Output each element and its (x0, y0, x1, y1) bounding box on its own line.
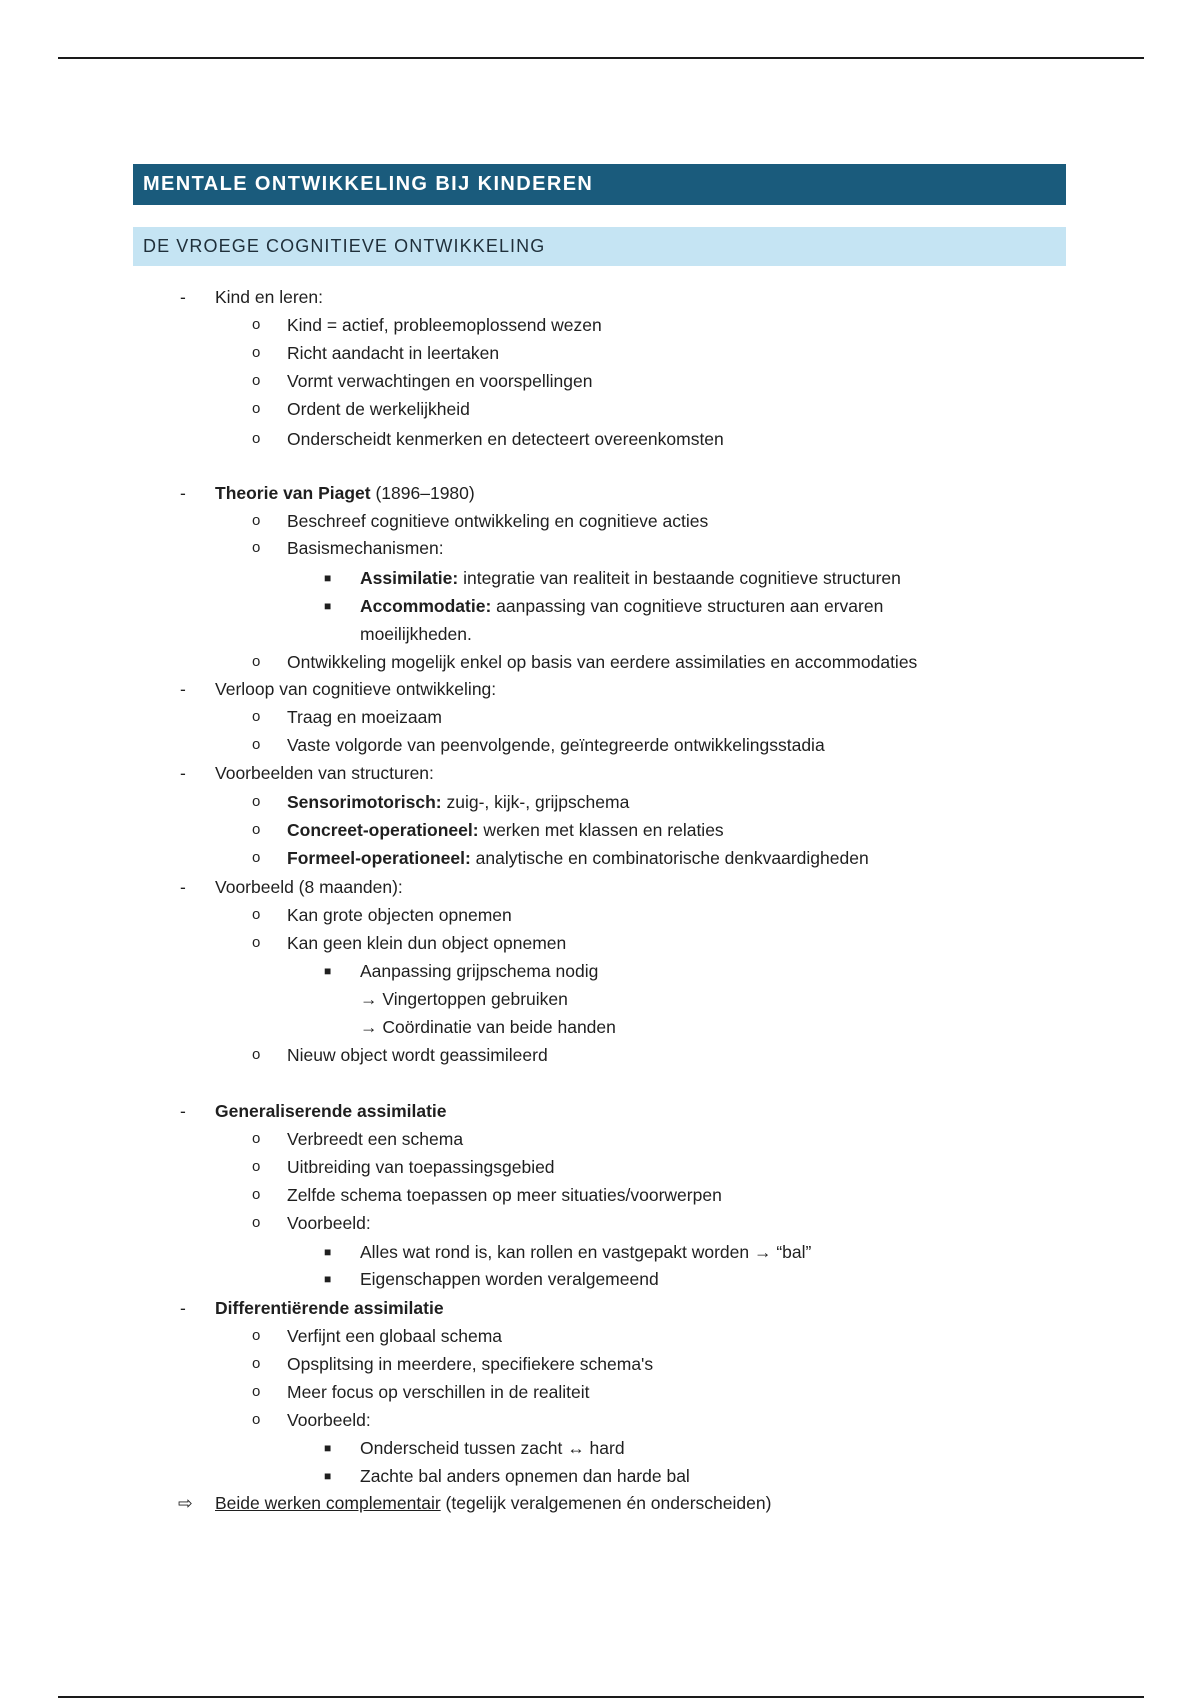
item-text-rest: integratie van realiteit in bestaande cognitieve structuren (458, 568, 901, 588)
dash-bullet: - (180, 1298, 186, 1318)
item-text: Voorbeeld: (287, 1213, 371, 1233)
item-text: Verbreedt een schema (287, 1129, 464, 1149)
item-text: Traag en moeizaam (287, 707, 442, 727)
circle-bullet-icon: o (252, 1411, 261, 1428)
item-text: Kan geen klein dun object opnemen (287, 933, 567, 953)
item-text: Beschreef cognitieve ontwikkeling en cognitieve acties (287, 511, 709, 531)
circle-bullet-icon: o (252, 1327, 261, 1344)
item-text: Onderscheidt kenmerken en detecteert overeenkomsten (287, 429, 724, 449)
item-text: Voorbeeld: (287, 1410, 371, 1430)
item-text-rest: (1896–1980) (370, 483, 475, 503)
item-text-rest: (tegelijk veralgemenen én onderscheiden) (440, 1493, 772, 1513)
item-text: Zelfde schema toepassen op meer situaties/voorwerpen (287, 1185, 722, 1205)
item-text: Uitbreiding van toepassingsgebied (287, 1157, 555, 1177)
circle-bullet-icon: o (252, 736, 261, 753)
circle-bullet-icon: o (252, 344, 261, 361)
dash-bullet: - (180, 679, 186, 699)
dash-bullet: - (180, 1101, 186, 1121)
circle-bullet-icon: o (252, 430, 261, 447)
bold-term: Concreet-operationeel: (287, 820, 479, 840)
dash-bullet: - (180, 483, 186, 503)
circle-bullet-icon: o (252, 708, 261, 725)
item-text: Ordent de werkelijkheid (287, 399, 470, 419)
item-text-rest: zuig-, kijk-, grijpschema (441, 792, 630, 812)
circle-bullet-icon: o (252, 1214, 261, 1231)
item-text: Nieuw object wordt geassimileerd (287, 1045, 548, 1065)
item-text: Differentiërende assimilatie (215, 1298, 444, 1318)
heading-1 (133, 164, 1066, 205)
arrow-right-icon: ⇨ (178, 1493, 193, 1513)
item-text (360, 565, 901, 591)
item-text: Basismechanismen: (287, 538, 444, 558)
item-text: Voorbeelden van structuren: (215, 763, 434, 783)
item-text (215, 480, 475, 506)
square-bullet-icon: ■ (324, 1272, 332, 1286)
item-text-rest: analytische en combinatorische denkvaardigheden (470, 848, 869, 868)
item-text: Meer focus op verschillen in de realiteit (287, 1382, 590, 1402)
item-text: Onderscheid tussen zacht ↔ hard (360, 1438, 625, 1458)
circle-bullet-icon: o (252, 821, 261, 838)
item-text: Generaliserende assimilatie (215, 1101, 447, 1121)
footer-rule (58, 1696, 1144, 1698)
circle-bullet-icon: o (252, 1355, 261, 1372)
item-text-rest: aanpassing van cognitieve structuren aan ervaren (491, 596, 884, 616)
circle-bullet-icon: o (252, 793, 261, 810)
dash-bullet: - (180, 287, 186, 307)
item-text: Opsplitsing in meerdere, specifiekere schema's (287, 1354, 654, 1374)
square-bullet-icon: ■ (324, 964, 332, 978)
item-text: Richt aandacht in leertaken (287, 343, 500, 363)
square-bullet-icon: ■ (324, 599, 332, 613)
circle-bullet-icon: o (252, 512, 261, 529)
circle-bullet-icon: o (252, 400, 261, 417)
circle-bullet-icon: o (252, 539, 261, 556)
heading-2 (133, 227, 1066, 266)
item-text: → Coördinatie van beide handen (360, 1017, 616, 1037)
item-text: moeilijkheden. (360, 624, 472, 644)
circle-bullet-icon: o (252, 372, 261, 389)
bold-term: Assimilatie: (360, 568, 459, 588)
circle-bullet-icon: o (252, 1383, 261, 1400)
item-text: Voorbeeld (8 maanden): (215, 877, 403, 897)
item-text (215, 1490, 771, 1516)
circle-bullet-icon: o (252, 906, 261, 923)
square-bullet-icon: ■ (324, 1441, 332, 1455)
item-text (287, 817, 724, 843)
circle-bullet-icon: o (252, 849, 261, 866)
item-text: Alles wat rond is, kan rollen en vastgepakt worden → “bal” (360, 1242, 812, 1262)
item-text: Verloop van cognitieve ontwikkeling: (215, 679, 497, 699)
circle-bullet-icon: o (252, 1130, 261, 1147)
dash-bullet: - (180, 877, 186, 897)
circle-bullet-icon: o (252, 1186, 261, 1203)
square-bullet-icon: ■ (324, 1245, 332, 1259)
dash-bullet: - (180, 763, 186, 783)
bold-term: Formeel-operationeel: (287, 848, 471, 868)
item-text: Vormt verwachtingen en voorspellingen (287, 371, 593, 391)
item-text: Eigenschappen worden veralgemeend (360, 1269, 659, 1289)
item-text (287, 845, 869, 871)
underlined-text: Beide werken complementair (215, 1493, 441, 1513)
item-text: Ontwikkeling mogelijk enkel op basis van eerdere assimilaties en accommodaties (287, 652, 918, 672)
bold-term: Sensorimotorisch: (287, 792, 442, 812)
item-text-rest: werken met klassen en relaties (478, 820, 724, 840)
heading-2-text: DE VROEGE COGNITIEVE ONTWIKKELING (143, 236, 546, 256)
item-text (287, 789, 629, 815)
item-text: → Vingertoppen gebruiken (360, 989, 568, 1009)
square-bullet-icon: ■ (324, 1469, 332, 1483)
item-text: Kind = actief, probleemoplossend wezen (287, 315, 602, 335)
item-text: Vaste volgorde van peenvolgende, geïntegreerde ontwikkelingsstadia (287, 735, 825, 755)
circle-bullet-icon: o (252, 1046, 261, 1063)
item-text (360, 593, 883, 619)
circle-bullet-icon: o (252, 316, 261, 333)
item-text: Verfijnt een globaal schema (287, 1326, 502, 1346)
header-rule (58, 57, 1144, 59)
circle-bullet-icon: o (252, 653, 261, 670)
item-text: Zachte bal anders opnemen dan harde bal (360, 1466, 690, 1486)
bold-term: Accommodatie: (360, 596, 492, 616)
circle-bullet-icon: o (252, 934, 261, 951)
item-text: Kind en leren: (215, 287, 323, 307)
item-text: Kan grote objecten opnemen (287, 905, 512, 925)
item-text: Aanpassing grijpschema nodig (360, 961, 599, 981)
circle-bullet-icon: o (252, 1158, 261, 1175)
square-bullet-icon: ■ (324, 571, 332, 585)
bold-term: Theorie van Piaget (215, 483, 371, 503)
heading-1-text: MENTALE ONTWIKKELING BIJ KINDEREN (143, 173, 594, 195)
